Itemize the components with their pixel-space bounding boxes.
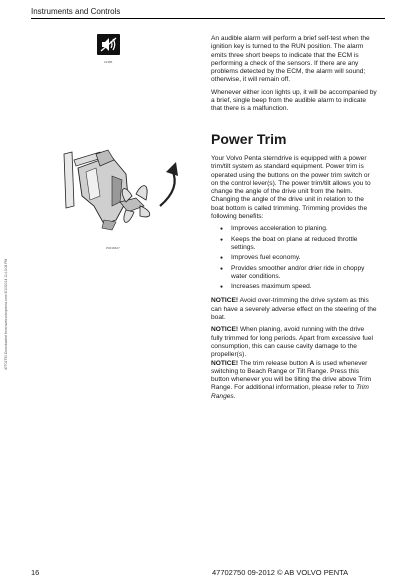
notice-text: The trim release button [238,359,310,367]
benefits-list [211,225,377,291]
alarm-paragraph-1: An audible alarm will perform a brief self-test when the ignition key is turned to the RUN position. The alarm emits three short beeps to indicate that the ECM is performing a check of the sensors. If there are any problems detected by the ECM, the alarm will sound; otherwise, it will remain off. [211,35,370,84]
footer-document-id: 47702750 09-2012 © AB VOLVO PENTA [212,568,349,577]
notice-label: NOTICE! [211,359,239,367]
icon-figure-id: 21386 [104,60,113,64]
notice-over-trimming [211,297,377,322]
power-trim-body [211,155,377,405]
button-reference: A [309,359,315,367]
trim-ranges-reference: Trim Ranges [211,384,369,400]
illustration-figure-id: P0016627 [106,246,120,250]
sterndrive-illustration [56,146,186,251]
header-divider [31,18,385,19]
notice-text: is used whenever switching to Beach Range or Tilt Range. Press this button whenever you will be tilting the drive above Trim Range. For additional information, please refer to [211,359,372,392]
power-trim-intro: Your Volvo Penta sterndrive is equipped with a power trim/tilt system as standard equipment. Power trim is operated using the buttons on the power trim switch or on the control lever(s). The power trim/tilt allows you to change the angle of the drive unit from the helm. Changing the angle of the drive unit in relation to the boat bottom is called trimming. Trimming provides the following benefits: [211,155,371,221]
notice-text: Avoid over-trimming the drive system as this can have a severely adverse effect on the steering of the boat. [211,297,377,322]
list-item: ● Increases maximum speed. [211,283,377,291]
notice-label: NOTICE! [211,326,239,334]
page-number: 16 [31,568,40,577]
section-heading-power-trim: Power Trim [211,131,287,147]
alarm-description [211,35,377,118]
list-item: ● Provides smoother and/or drier ride in choppy water conditions. [211,265,377,282]
running-header: Instruments and Controls [31,7,121,16]
notice-planing [211,326,377,359]
alarm-paragraph-2: Whenever either icon lights up, it will be accompanied by a brief, single beep from the audible alarm to indicate that there is a malfunction. [211,88,377,113]
list-item: ● Improves fuel economy. [211,254,377,262]
list-item: ● Keeps the boat on plane at reduced throttle settings. [211,236,377,253]
download-watermark: 47702750 Downloaded from www.volvopenta.com 3/10/2014 11:13:08 PM [4,258,8,370]
notice-trim-release: NOTICE! The trim release button A is used whenever switching to Beach Range or Tilt Range. Press this button whenever you will be tilting the drive above Trim Range. For additional information, please refer to Trim Ranges. [211,359,372,400]
notice-text: When planing, avoid running with the drive fully trimmed for long periods. Apart from excessive fuel consumption, this can cause cavity damage to the propeller(s). [211,326,373,359]
notice-label: NOTICE! [211,297,239,305]
list-item: ● Improves acceleration to planing. [211,225,377,233]
speaker-alarm-icon [97,34,120,55]
